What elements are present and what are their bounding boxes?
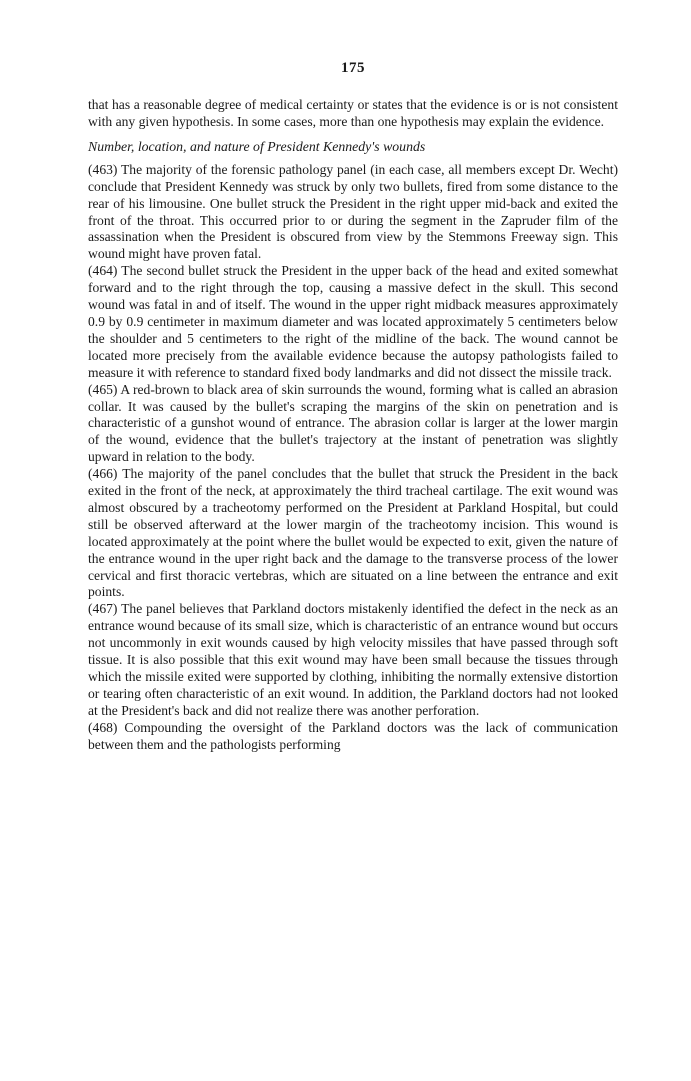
paragraph-468 — [88, 720, 618, 754]
paragraph-467 — [88, 601, 618, 719]
paragraph-text: Compounding the oversight of the Parkland doctors was the lack of communication between them and the pathologists performing — [88, 719, 618, 752]
paragraph-text: A red-brown to black area of skin surrounds the wound, forming what is called an abrasion collar. It was caused by the bullet's scraping the margins of the skin on penetration and is characteristic of a gunshot wound of entrance. The abrasion collar is larger at the lower margin of the wound, evidence that the bullet's trajectory at the instant of penetration was slightly upward in relation to the body. — [88, 381, 618, 465]
paragraph-number: (465) — [88, 381, 118, 397]
paragraph-text: The second bullet struck the President in the upper back of the head and exited somewhat forward and to the right through the top, causing a massive defect in the skull. This second wound was fatal in and of itself. The wound in the upper right midback measures approximately 0.9 by 0.9 centimeter in maximum diameter and was located approximately 5 centimeters below the shoulder and 5 centimeters to the right of the midline of the back. The wound cannot be located more precisely from the available evidence because the autopsy pathologists failed to measure it with reference to standard fixed body landmarks and did not dissect the missile track. — [88, 263, 618, 380]
section-heading: Number, location, and nature of President Kennedy's wounds — [88, 138, 426, 154]
paragraph-number: (467) — [88, 601, 118, 617]
paragraph-number: (464) — [88, 263, 118, 279]
paragraph-text: The panel believes that Parkland doctors mistakenly identified the defect in the neck as an entrance wound because of its small size, which is characteristic of an entrance wound but occurs not uncommonly in exit wounds caused by high velocity missiles that have passed through soft tissue. It is also possible that this exit wound may have been small because the tissues through which the missile exited were supported by clothing, inhibiting the normally extensive distortion or tearing often characteristic of an exit wound. In addition, the Parkland doctors had not looked at the President's back and did not realize there was another perforation. — [88, 601, 618, 718]
intro-paragraph: that has a reasonable degree of medical certainty or states that the evidence is or is not consistent with any given hypothesis. In some cases, more than one hypothesis may explain the evidence. — [88, 97, 618, 129]
paragraph-463 — [88, 162, 618, 263]
paragraph-number: (468) — [88, 719, 118, 735]
paragraph-text: The majority of the panel concludes that the bullet that struck the President in the back exited in the front of the neck, at approximately the third tracheal cartilage. The exit wound was almost obscured by a tracheotomy performed on the President at Parkland Hospital, but could still be observed afterward at the lower margin of the tracheotomy incision. This wound is located approximately at the point where the bullet would be expected to exit, given the nature of the entrance wound in the uper right back and the damage to the transverse process of the lower cervical and first thoracic vertebras, which are situated on a line between the entrance and exit points. — [88, 466, 618, 600]
page-number: 175 — [341, 60, 365, 76]
paragraph-number: (463) — [88, 161, 118, 177]
paragraph-465 — [88, 382, 618, 467]
paragraph-text: The majority of the forensic pathology panel (in each case, all members except Dr. Wecht) conclude that President Kennedy was struck by only two bullets, fired from some distance to the rear of his limousine. One bullet struck the President in the right upper mid-back and exited the front of the throat. This occurred prior to or during the segment in the Zapruder film of the assassination when the President is obscured from view by the Stemmons Freeway sign. This wound might have proven fatal. — [88, 161, 618, 262]
paragraph-number: (466) — [88, 466, 118, 482]
paragraph-466 — [88, 466, 618, 601]
document-page — [88, 60, 618, 754]
paragraph-464 — [88, 263, 618, 381]
